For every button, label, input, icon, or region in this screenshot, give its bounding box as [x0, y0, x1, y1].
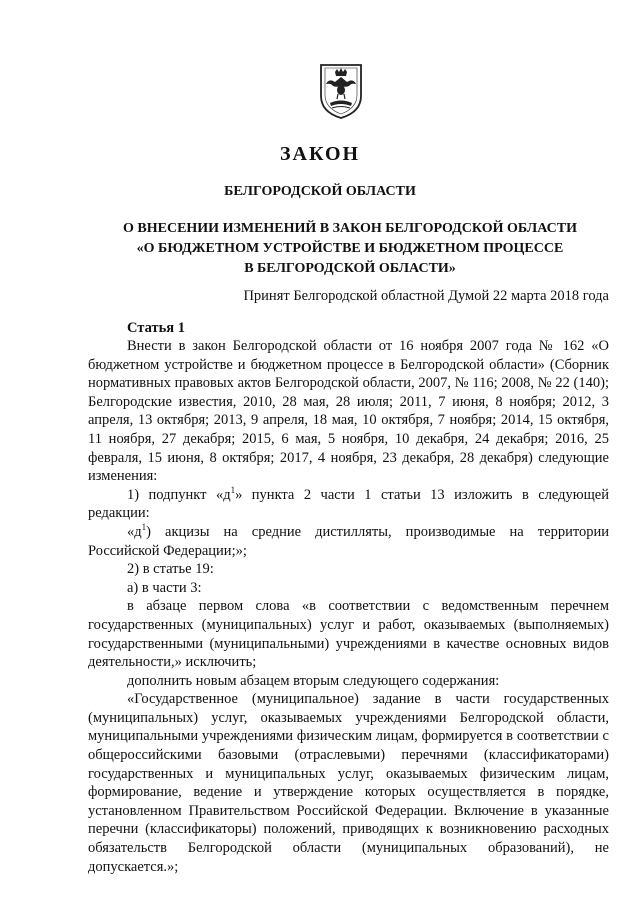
belgorod-coat-of-arms-icon — [318, 62, 364, 120]
paragraph-text: » пункта 2 части 1 статьи 13 изложить в следующей редакции: — [88, 486, 609, 522]
subtitle-line: «О БЮДЖЕТНОМ УСТРОЙСТВЕ И БЮДЖЕТНОМ ПРОЦЕССЕ — [136, 241, 564, 256]
paragraph: 2) в статье 19: — [127, 561, 214, 578]
superscript: 1 — [141, 522, 147, 533]
paragraph: а) в части 3: — [127, 579, 202, 596]
document-title: ЗАКОН — [279, 143, 361, 165]
paragraph-text: ) акцизы на средние дистилляты, производимые на территории Российской Федерации;»; — [88, 523, 609, 559]
paragraph: «Государственное (муниципальное) задание в части государственных (муниципальных) услуг, оказываемых учреждениями Белгородской области, муниципальными учреждениями физическим лицам, формируется в соответствии с общероссийскими базовыми (отраслевыми) перечнями (классификаторами) государственных и муниципальных услуг, оказываемых физическим лицам, формирование, ведение и утверждение которых осуществляется в порядке, установленном Правительством Российской Федерации. Включение в указанные перечни (классификаторы) положений, приводящих к возникновению расходных обязательств Белгородской области (муниципальных образований), не допускается.»; — [88, 691, 609, 875]
paragraph — [88, 486, 609, 523]
paragraph-text: 1) подпункт «д — [127, 486, 231, 503]
document-subtitle — [80, 219, 620, 279]
article-heading: Статья 1 — [127, 320, 185, 336]
subtitle-line: О ВНЕСЕНИИ ИЗМЕНЕНИЙ В ЗАКОН БЕЛГОРОДСКОЙ ОБЛАСТИ — [123, 221, 577, 236]
document-region: БЕЛГОРОДСКОЙ ОБЛАСТИ — [224, 184, 416, 199]
paragraph: Внести в закон Белгородской области от 16 ноября 2007 года № 162 «О бюджетном устройстве и бюджетном процессе в Белгородской области» (Сборник нормативных правовых актов Белгородской области, 2007, № 116; 2008, № 22 (140); Белгородские известия, 2010, 28 мая, 28 июля; 2011, 7 июня, 8 ноября; 2012, 3 апреля, 13 октября; 2013, 9 апреля, 18 мая, 10 октября, 7 ноября; 2014, 15 октября, 11 ноября, 27 декабря; 2015, 6 мая, 5 ноября, 10 декабря, 24 декабря; 2016, 25 февраля, 15 июня, 8 октября; 2017, 4 ноября, 23 декабря, 28 декабря) следующие изменения: — [88, 338, 609, 485]
paragraph: в абзаце первом слова «в соответствии с ведомственным перечнем государственных (муниципальных) услуг и работ, оказываемых (выполняемых) государственными (муниципальными) учреждениями в качестве основных видов деятельности,» исключить; — [88, 598, 609, 671]
superscript: 1 — [230, 484, 236, 495]
article-body — [88, 337, 609, 876]
paragraph: дополнить новым абзацем вторым следующего содержания: — [127, 672, 500, 689]
paragraph-text: «д — [127, 523, 142, 540]
adoption-note: Принят Белгородской областной Думой 22 марта 2018 года — [243, 288, 609, 304]
subtitle-line: В БЕЛГОРОДСКОЙ ОБЛАСТИ» — [244, 261, 456, 276]
paragraph — [88, 523, 609, 560]
